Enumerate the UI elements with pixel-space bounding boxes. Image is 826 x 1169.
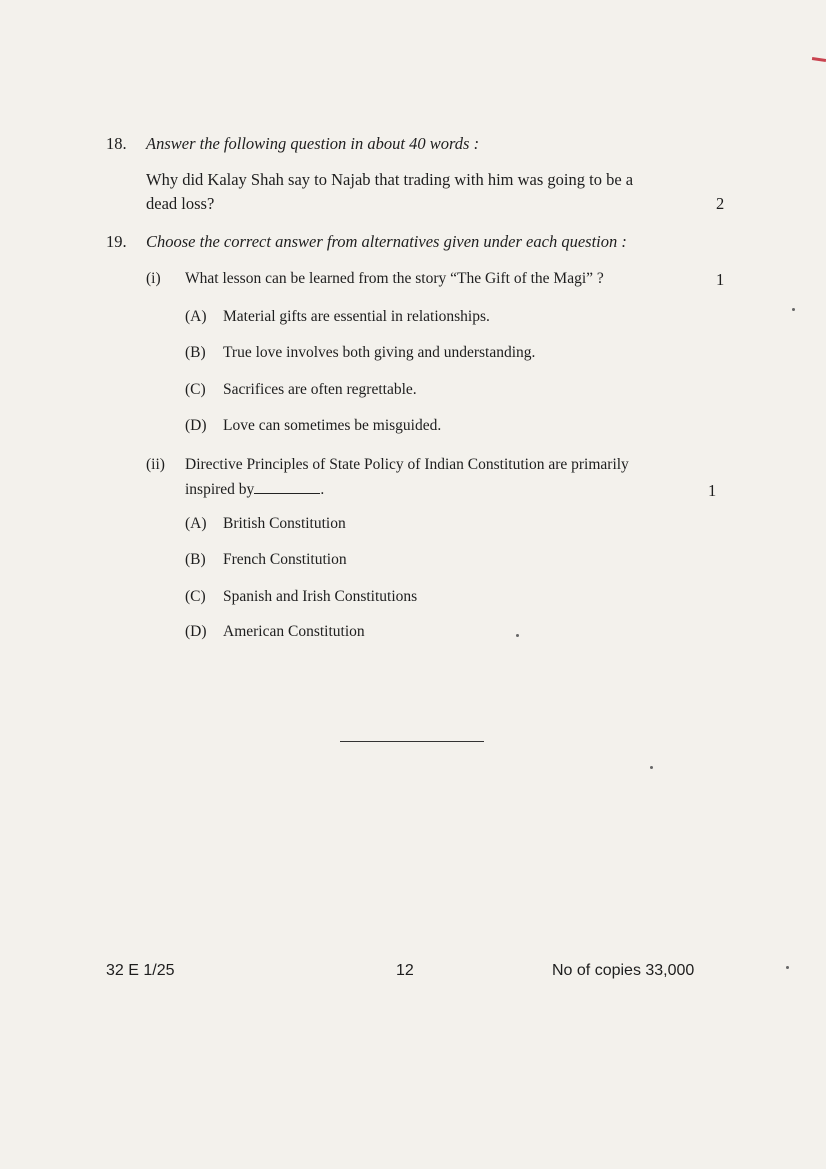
page-number: 12 xyxy=(396,962,414,979)
part-ii-marks: 1 xyxy=(708,481,717,500)
question-18-instruction: Answer the following question in about 40 words : xyxy=(146,134,480,153)
option-label: (D) xyxy=(185,417,207,434)
option-text: French Constitution xyxy=(223,551,347,568)
option-text: British Constitution xyxy=(223,515,346,532)
part-ii-option-a xyxy=(185,515,346,533)
option-label: (B) xyxy=(185,551,206,568)
part-ii-option-c xyxy=(185,588,417,606)
part-i-question: What lesson can be learned from the story “The Gift of the Magi” ? xyxy=(185,270,604,287)
option-text: Spanish and Irish Constitutions xyxy=(223,588,418,605)
question-18-marks: 2 xyxy=(716,194,725,213)
scan-speck xyxy=(792,308,795,311)
part-ii-text: inspired by xyxy=(185,481,255,498)
part-ii-label: (ii) xyxy=(146,456,165,473)
part-i-label: (i) xyxy=(146,270,161,287)
copies-count: No of copies 33,000 xyxy=(552,962,695,979)
scan-speck xyxy=(516,634,519,637)
question-18-number: 18. xyxy=(106,134,127,153)
option-text: Love can sometimes be misguided. xyxy=(223,417,442,434)
part-ii-question-line2 xyxy=(185,479,324,499)
part-i-option-d xyxy=(185,417,441,435)
part-i-option-a xyxy=(185,308,490,326)
part-i-option-b xyxy=(185,344,535,362)
part-ii-text-end: . xyxy=(320,481,325,498)
option-label: (C) xyxy=(185,381,206,398)
option-label: (B) xyxy=(185,344,206,361)
scan-speck xyxy=(786,966,789,969)
option-label: (C) xyxy=(185,588,206,605)
question-19-number: 19. xyxy=(106,232,127,251)
question-19-instruction: Choose the correct answer from alternatives given under each question : xyxy=(146,232,627,251)
option-label: (A) xyxy=(185,515,207,532)
part-i-marks: 1 xyxy=(716,270,725,289)
question-18-text-line2: dead loss? xyxy=(146,194,215,213)
option-text: Material gifts are essential in relationships. xyxy=(223,308,490,325)
part-ii-question-line1: Directive Principles of State Policy of Indian Constitution are primarily xyxy=(185,456,629,473)
option-label: (A) xyxy=(185,308,207,325)
part-ii-option-b xyxy=(185,551,347,569)
red-edge-mark xyxy=(812,57,826,62)
option-text: True love involves both giving and understanding. xyxy=(223,344,536,361)
option-text: Sacrifices are often regrettable. xyxy=(223,381,417,398)
question-18-text-line1: Why did Kalay Shah say to Najab that trading with him was going to be a xyxy=(146,170,634,189)
option-text: American Constitution xyxy=(223,623,365,640)
part-i-option-c xyxy=(185,381,417,399)
option-label: (D) xyxy=(185,623,207,640)
scan-speck xyxy=(650,766,653,769)
end-rule xyxy=(340,741,484,742)
part-ii-option-d xyxy=(185,623,365,641)
paper-code: 32 E 1/25 xyxy=(106,962,175,979)
answer-blank xyxy=(254,479,320,494)
